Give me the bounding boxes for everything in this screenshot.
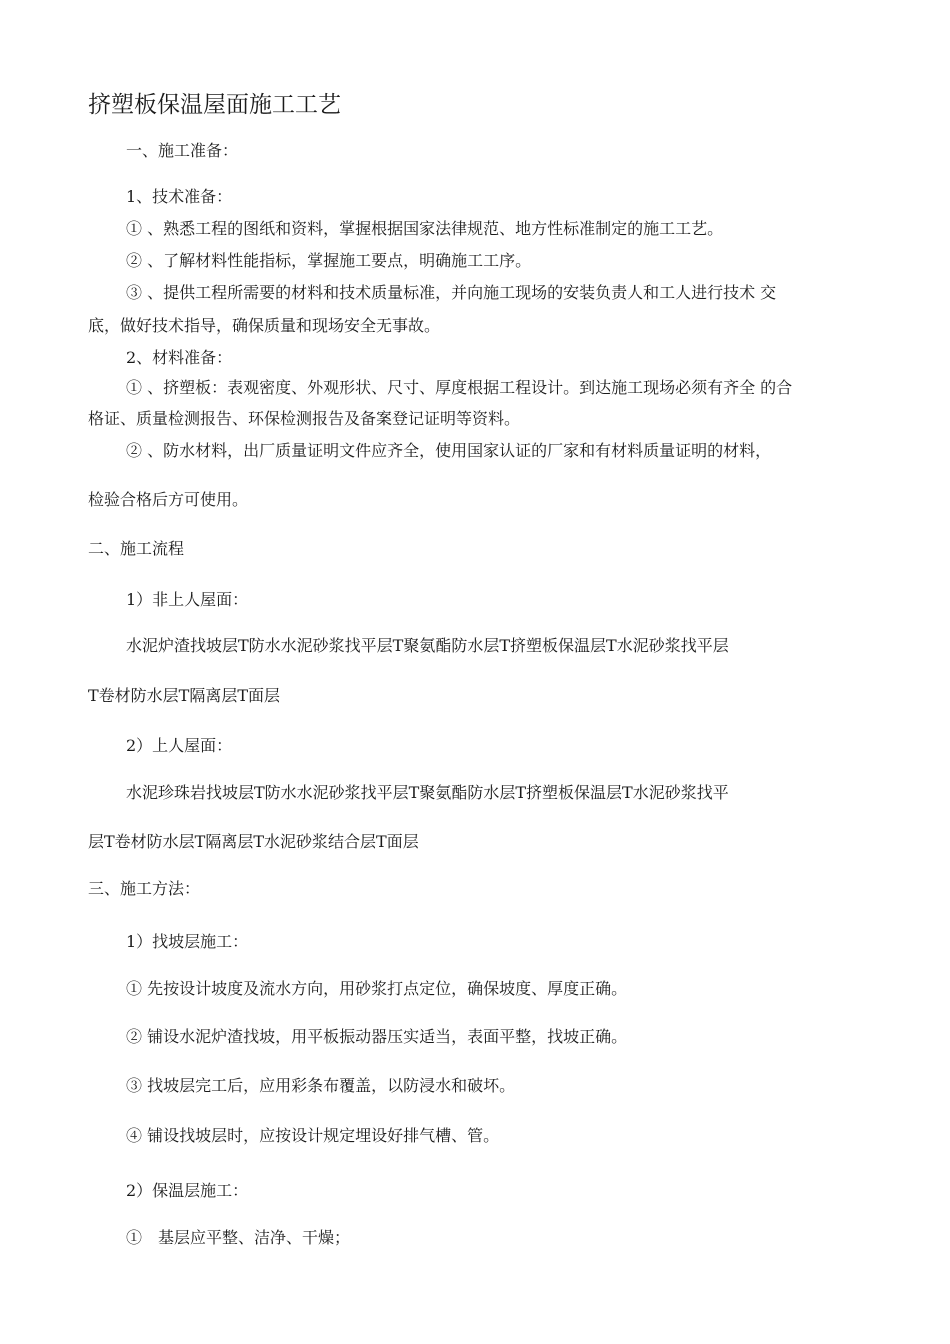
paragraph-line: ② 、防水材料，出厂质量证明文件应齐全，使用国家认证的厂家和有材料质量证明的材料，: [126, 441, 772, 460]
paragraph-line: ② 铺设水泥炉渣找坡，用平板振动器压实适当，表面平整，找坡正确。: [126, 1027, 628, 1046]
paragraph-line: 检验合格后方可使用。: [88, 490, 249, 509]
paragraph-line: 水泥珍珠岩找坡层T防水水泥砂浆找平层T聚氨酯防水层T挤塑板保温层T水泥砂浆找平: [126, 783, 729, 802]
subsection-heading: 1）非上人屋面：: [126, 590, 249, 609]
paragraph-line: ① 基层应平整、洁净、干燥；: [126, 1228, 351, 1247]
paragraph-line: ② 、了解材料性能指标，掌握施工要点，明确施工工序。: [126, 251, 532, 270]
paragraph-line: ① 、熟悉工程的图纸和资料，掌握根据国家法律规范、地方性标准制定的施工工艺。: [126, 219, 724, 238]
section-heading: 一、施工准备：: [126, 141, 239, 160]
subsection-heading: 2）保温层施工：: [126, 1181, 249, 1200]
paragraph-line: T卷材防水层T隔离层T面层: [88, 686, 281, 705]
paragraph-line: ④ 铺设找坡层时，应按设计规定埋设好排气槽、管。: [126, 1126, 500, 1145]
subsection-heading: 2、材料准备：: [126, 348, 233, 367]
paragraph-line: ③ 、提供工程所需要的材料和技术质量标准，并向施工现场的安装负责人和工人进行技术 交: [126, 283, 777, 302]
subsection-heading: 1、技术准备：: [126, 187, 233, 206]
subsection-heading: 2）上人屋面：: [126, 736, 233, 755]
paragraph-line: ① 、挤塑板：表观密度、外观形状、尺寸、厚度根据工程设计。到达施工现场必须有齐全 的合: [126, 378, 793, 397]
paragraph-line: 水泥炉渣找坡层T防水水泥砂浆找平层T聚氨酯防水层T挤塑板保温层T水泥砂浆找平层: [126, 636, 729, 655]
paragraph-line: ③ 找坡层完工后，应用彩条布覆盖，以防浸水和破坏。: [126, 1076, 516, 1095]
subsection-heading: 1）找坡层施工：: [126, 932, 249, 951]
paragraph-line: ① 先按设计坡度及流水方向，用砂浆打点定位，确保坡度、厚度正确。: [126, 979, 628, 998]
section-heading: 二、施工流程: [88, 539, 185, 558]
paragraph-line: 层T卷材防水层T隔离层T水泥砂浆结合层T面层: [88, 832, 419, 851]
paragraph-line: 格证、质量检测报告、环保检测报告及备案登记证明等资料。: [88, 409, 521, 428]
document-title: 挤塑板保温屋面施工工艺: [88, 92, 341, 118]
paragraph-line: 底，做好技术指导，确保质量和现场安全无事故。: [88, 316, 441, 335]
section-heading: 三、施工方法：: [88, 879, 201, 898]
